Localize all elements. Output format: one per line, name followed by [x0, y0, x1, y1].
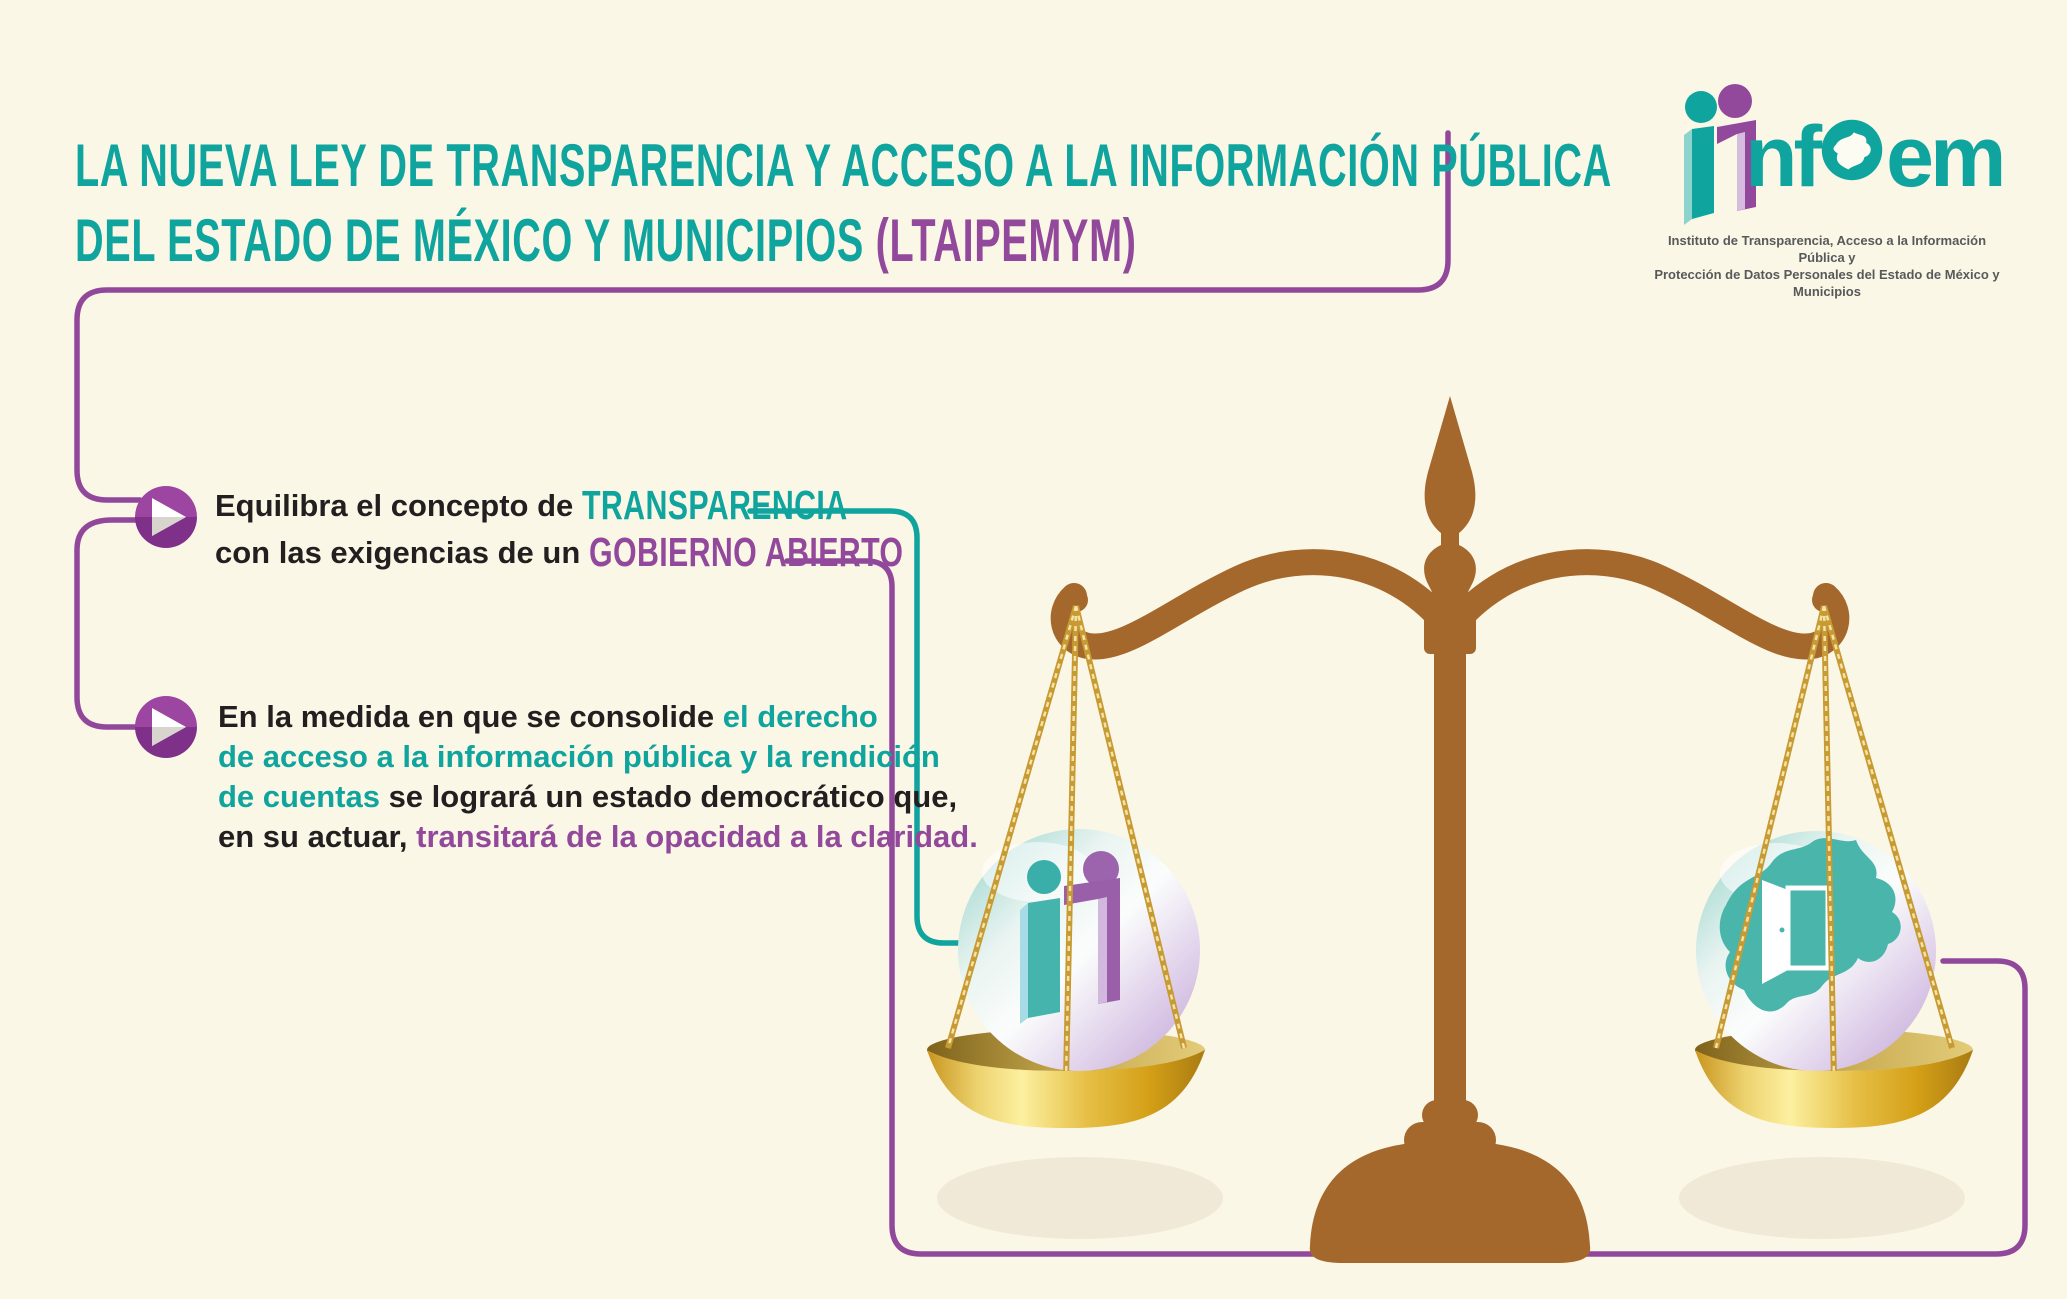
people-orb-icon [958, 829, 1200, 1071]
bullet-1-text: Equilibra el concepto de [215, 488, 582, 523]
bullet-1-line2 [215, 529, 1014, 576]
title-text: LA NUEVA LEY DE TRANSPARENCIA Y ACCESO A LA INFORMACIÓN PÚBLICA [75, 132, 1612, 199]
scale-beam-left [1064, 562, 1450, 646]
page-title-line1 [75, 131, 1612, 200]
right-pan-shadow [1679, 1157, 1965, 1239]
bullet-1-text: con las exigencias de un [215, 535, 589, 570]
logo-tagline [1652, 232, 2002, 300]
scale-column [1434, 650, 1466, 1120]
bullet-2-text: se logrará un estado democrático que, [379, 779, 958, 814]
balance-scale-icon [1064, 396, 1837, 1263]
bullet-2-highlight: de acceso a la información pública y la rendición [218, 739, 940, 774]
bullet-1 [215, 482, 1014, 576]
scale-finial [1424, 396, 1476, 594]
play-icon [135, 696, 197, 758]
scale-base-bell [1310, 1144, 1590, 1263]
bullet-1-highlight-transparencia: TRANSPARENCIA [581, 482, 848, 528]
bullet1-to-bullet2-bracket [77, 520, 140, 727]
bullet-2-text: en su actuar, [218, 819, 417, 854]
bullet-2-line1 [218, 697, 978, 737]
logo-tagline-line2: Protección de Datos Personales del Estado de México y Municipios [1654, 267, 2000, 299]
logo-text-suffix: em [1886, 109, 2003, 206]
play-icon [135, 486, 197, 548]
logo-text-prefix: nf [1745, 109, 1819, 206]
bullet-2-line4 [218, 817, 978, 857]
logo-wordmark [1745, 109, 2003, 206]
bullet-2-highlight: de cuentas [218, 779, 380, 814]
bullet-2-accent: transitará de la opacidad a la claridad. [416, 819, 978, 854]
bullet-1-highlight-gobierno-abierto: GOBIERNO ABIERTO [588, 529, 904, 575]
bullet-2-line2 [218, 737, 978, 777]
bullet-2-text: En la medida en que se consolide [218, 699, 723, 734]
page-title-line2 [75, 206, 1137, 275]
estado-de-mexico-map-icon [1820, 118, 1884, 182]
bullet-2-highlight: el derecho [722, 699, 878, 734]
bullet-1-line1 [215, 482, 1014, 529]
scale-collar [1424, 592, 1476, 654]
title-text: DEL ESTADO DE MÉXICO Y MUNICIPIOS [75, 207, 876, 274]
left-pan-shadow [937, 1157, 1223, 1239]
bullet-2-line3 [218, 777, 978, 817]
logo-tagline-line1: Instituto de Transparencia, Acceso a la Información Pública y [1667, 233, 1987, 265]
title-acronym: (LTAIPEMYM) [875, 207, 1137, 274]
scale-beam-right [1450, 562, 1836, 646]
bullet-2 [218, 697, 978, 857]
